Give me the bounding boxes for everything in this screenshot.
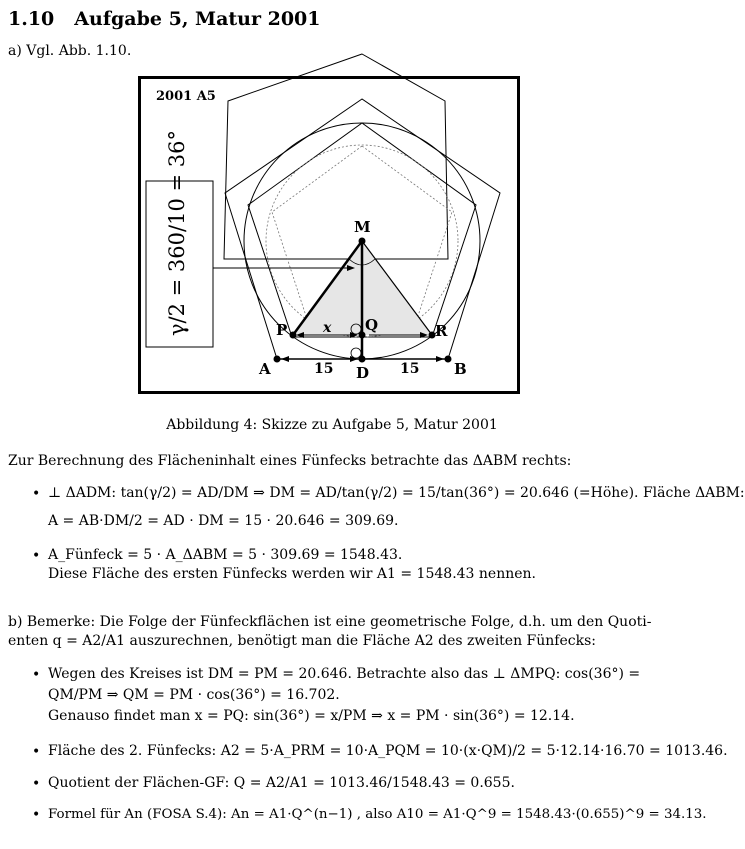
- bullet-b3: Quotient der Flächen-GF: Q = A2/A1 = 1013.46/1548.43 = 0.655.: [48, 775, 515, 791]
- bullet-b2: Fläche des 2. Fünfecks: A2 = 5·A_PRM = 10·A_PQM = 10·(x·QM)/2 = 5·12.14·16.70 = 1013.46.: [48, 743, 728, 759]
- bullet-a1-line1: ⊥ ΔADM: tan(γ/2) = AD/DM ⇒ DM = AD/tan(γ/2) = 15/tan(36°) = 20.646 (=Höhe). Fläche ΔABM:: [48, 485, 745, 501]
- bullet-a2-line1: A_Fünfeck = 5 · A_ΔABM = 5 · 309.69 = 1548.43.: [48, 547, 403, 563]
- label-r: R: [435, 322, 448, 340]
- part-a-intro: a) Vgl. Abb. 1.10.: [8, 43, 132, 59]
- gamma-formula: γ/2 = 360/10 = 36°: [165, 130, 189, 336]
- bullet-b4: Formel für An (FOSA S.4): An = A1·Q^(n−1) , also A10 = A1·Q^9 = 1548.43·(0.655)^9 = 34.13.: [48, 807, 707, 822]
- bullet-dot: •: [32, 744, 41, 760]
- part-b-line2: enten q = A2/A1 auszurechnen, benötigt man die Fläche A2 des zweiten Fünfecks:: [8, 633, 596, 649]
- pentagon-diagram: [138, 76, 520, 394]
- figure-label: 2001 A5: [156, 89, 216, 104]
- bullet-dot: •: [32, 548, 41, 564]
- label-len-right: 15: [400, 361, 420, 377]
- bullet-dot: •: [32, 807, 41, 823]
- label-b: B: [454, 360, 467, 378]
- label-x: x: [323, 320, 332, 336]
- label-len-left: 15: [314, 361, 334, 377]
- label-p: P: [276, 321, 288, 339]
- intro-text: Zur Berechnung des Flächeninhalt eines Fünfecks betrachte das ΔABM rechts:: [8, 453, 572, 469]
- figure-caption: Abbildung 4: Skizze zu Aufgabe 5, Matur 2001: [166, 417, 498, 433]
- bullet-a1-line2: A = AB·DM/2 = AD · DM = 15 · 20.646 = 309.69.: [48, 513, 399, 529]
- part-b-line1: b) Bemerke: Die Folge der Fünfeckflächen ist eine geometrische Folge, d.h. um den Quoti-: [8, 614, 652, 630]
- figure-sketch: [138, 76, 520, 394]
- bullet-dot: •: [32, 776, 41, 792]
- bullet-dot: •: [32, 667, 41, 683]
- section-heading: 1.10 Aufgabe 5, Matur 2001: [8, 8, 321, 30]
- label-q: Q: [365, 316, 379, 334]
- bullet-dot: •: [32, 486, 41, 502]
- bullet-b1-line2: QM/PM ⇒ QM = PM · cos(36°) = 16.702.: [48, 687, 340, 703]
- bullet-b1-line3: Genauso findet man x = PQ: sin(36°) = x/PM ⇒ x = PM · sin(36°) = 12.14.: [48, 708, 575, 724]
- bullet-b1-line1: Wegen des Kreises ist DM = PM = 20.646. Betrachte also das ⊥ ΔMPQ: cos(36°) =: [48, 666, 641, 682]
- label-m: M: [354, 218, 371, 236]
- label-a: A: [259, 360, 271, 378]
- label-d: D: [356, 364, 370, 382]
- bullet-a2-line2: Diese Fläche des ersten Fünfecks werden wir A1 = 1548.43 nennen.: [48, 566, 536, 582]
